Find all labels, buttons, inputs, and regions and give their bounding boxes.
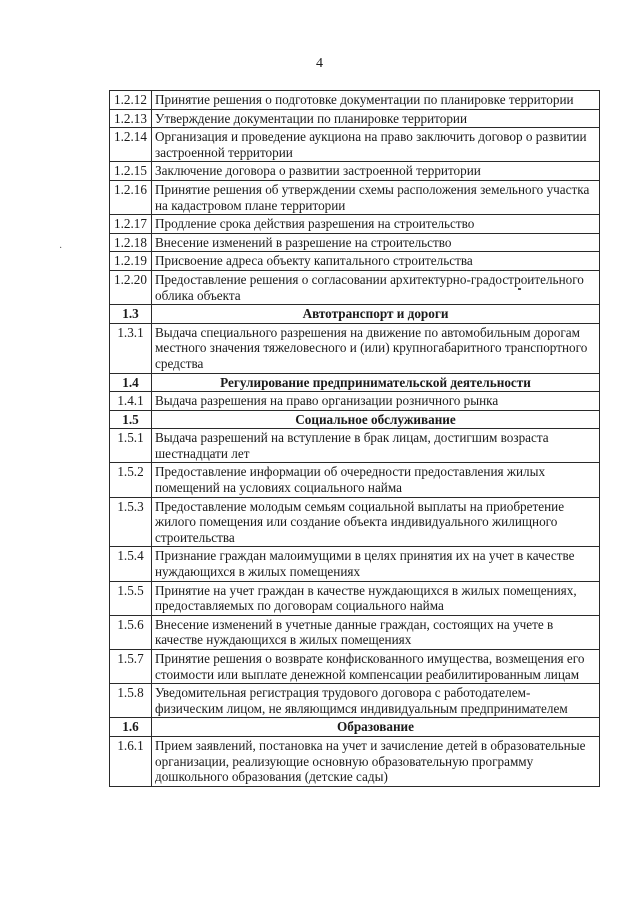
service-name: Принятие решения о возврате конфискованного имущества, возмещения его стоимости или выплате денежной компенсации реабилитированным лицам bbox=[152, 650, 600, 684]
item-number: 1.2.18 bbox=[110, 233, 152, 252]
table-row bbox=[110, 650, 600, 684]
table-row bbox=[110, 497, 600, 547]
section-header-row bbox=[110, 410, 600, 429]
table-row bbox=[110, 615, 600, 649]
service-name: Предоставление молодым семьям социальной выплаты на приобретение жилого помещения или создание объекта индивидуального жилищного строительства bbox=[152, 497, 600, 547]
item-number: 1.4.1 bbox=[110, 392, 152, 411]
service-name: Принятие решения об утверждении схемы расположения земельного участка на кадастровом плане территории bbox=[152, 180, 600, 214]
table-row bbox=[110, 162, 600, 181]
table-row bbox=[110, 547, 600, 581]
item-number: 1.2.15 bbox=[110, 162, 152, 181]
service-name: Предоставление информации об очередности предоставления жилых помещений на условиях социального найма bbox=[152, 463, 600, 497]
item-number: 1.5.8 bbox=[110, 684, 152, 718]
service-name: Выдача разрешения на право организации розничного рынка bbox=[152, 392, 600, 411]
section-header-row bbox=[110, 718, 600, 737]
service-name: Продление срока действия разрешения на строительство bbox=[152, 215, 600, 234]
table-row bbox=[110, 463, 600, 497]
service-name: Прием заявлений, постановка на учет и зачисление детей в образовательные организации, реализующие основную образовательную программу дошкольного образования (детские сады) bbox=[152, 736, 600, 786]
table-row bbox=[110, 180, 600, 214]
scan-mark: · bbox=[59, 243, 63, 254]
service-name: Выдача разрешений на вступление в брак лицам, достигшим возраста шестнадцати лет bbox=[152, 429, 600, 463]
item-number: 1.2.13 bbox=[110, 109, 152, 128]
item-number: 1.2.19 bbox=[110, 252, 152, 271]
table-row bbox=[110, 429, 600, 463]
item-number: 1.5.7 bbox=[110, 650, 152, 684]
table-row bbox=[110, 215, 600, 234]
service-name: Присвоение адреса объекту капитального строительства bbox=[152, 252, 600, 271]
item-number: 1.2.16 bbox=[110, 180, 152, 214]
section-number: 1.5 bbox=[110, 410, 152, 429]
item-number: 1.2.20 bbox=[110, 270, 152, 304]
item-number: 1.5.4 bbox=[110, 547, 152, 581]
section-title: Образование bbox=[152, 718, 600, 737]
section-title: Регулирование предпринимательской деятельности bbox=[152, 373, 600, 392]
section-number: 1.3 bbox=[110, 305, 152, 324]
services-table-body bbox=[110, 91, 600, 787]
table-row bbox=[110, 323, 600, 373]
table-row bbox=[110, 392, 600, 411]
service-name: Внесение изменений в разрешение на строительство bbox=[152, 233, 600, 252]
service-name: Принятие решения о подготовке документации по планировке территории bbox=[152, 91, 600, 110]
page-number: 4 bbox=[316, 56, 323, 71]
table-row bbox=[110, 581, 600, 615]
section-title: Автотранспорт и дороги bbox=[152, 305, 600, 324]
service-name: Утверждение документации по планировке территории bbox=[152, 109, 600, 128]
section-header-row bbox=[110, 373, 600, 392]
service-name: Принятие на учет граждан в качестве нуждающихся в жилых помещениях, предоставляемых по договорам социального найма bbox=[152, 581, 600, 615]
table-row bbox=[110, 91, 600, 110]
service-name: Внесение изменений в учетные данные граждан, состоящих на учете в качестве нуждающихся в жилых помещениях bbox=[152, 615, 600, 649]
section-header-row bbox=[110, 305, 600, 324]
item-number: 1.5.3 bbox=[110, 497, 152, 547]
item-number: 1.2.12 bbox=[110, 91, 152, 110]
service-name: Предоставление решения о согласовании архитектурно-градостроительного облика объекта bbox=[152, 270, 600, 304]
item-number: 1.5.1 bbox=[110, 429, 152, 463]
table-row bbox=[110, 233, 600, 252]
table-row bbox=[110, 270, 600, 304]
item-number: 1.3.1 bbox=[110, 323, 152, 373]
service-name: Заключение договора о развитии застроенной территории bbox=[152, 162, 600, 181]
table-row bbox=[110, 736, 600, 786]
table-row bbox=[110, 252, 600, 271]
item-number: 1.2.17 bbox=[110, 215, 152, 234]
item-number: 1.5.2 bbox=[110, 463, 152, 497]
item-number: 1.6.1 bbox=[110, 736, 152, 786]
item-number: 1.2.14 bbox=[110, 128, 152, 162]
service-name: Уведомительная регистрация трудового договора с работодателем-физическим лицом, не являющимся индивидуальным предпринимателем bbox=[152, 684, 600, 718]
section-number: 1.4 bbox=[110, 373, 152, 392]
services-table bbox=[109, 90, 600, 787]
service-name: Организация и проведение аукциона на право заключить договор о развитии застроенной территории bbox=[152, 128, 600, 162]
table-row bbox=[110, 128, 600, 162]
section-number: 1.6 bbox=[110, 718, 152, 737]
service-name: Признание граждан малоимущими в целях принятия их на учет в качестве нуждающихся в жилых помещениях bbox=[152, 547, 600, 581]
service-name: Выдача специального разрешения на движение по автомобильным дорогам местного значения тяжеловесного и (или) крупногабаритного транспортного средства bbox=[152, 323, 600, 373]
item-number: 1.5.6 bbox=[110, 615, 152, 649]
section-title: Социальное обслуживание bbox=[152, 410, 600, 429]
item-number: 1.5.5 bbox=[110, 581, 152, 615]
table-row bbox=[110, 684, 600, 718]
table-row bbox=[110, 109, 600, 128]
